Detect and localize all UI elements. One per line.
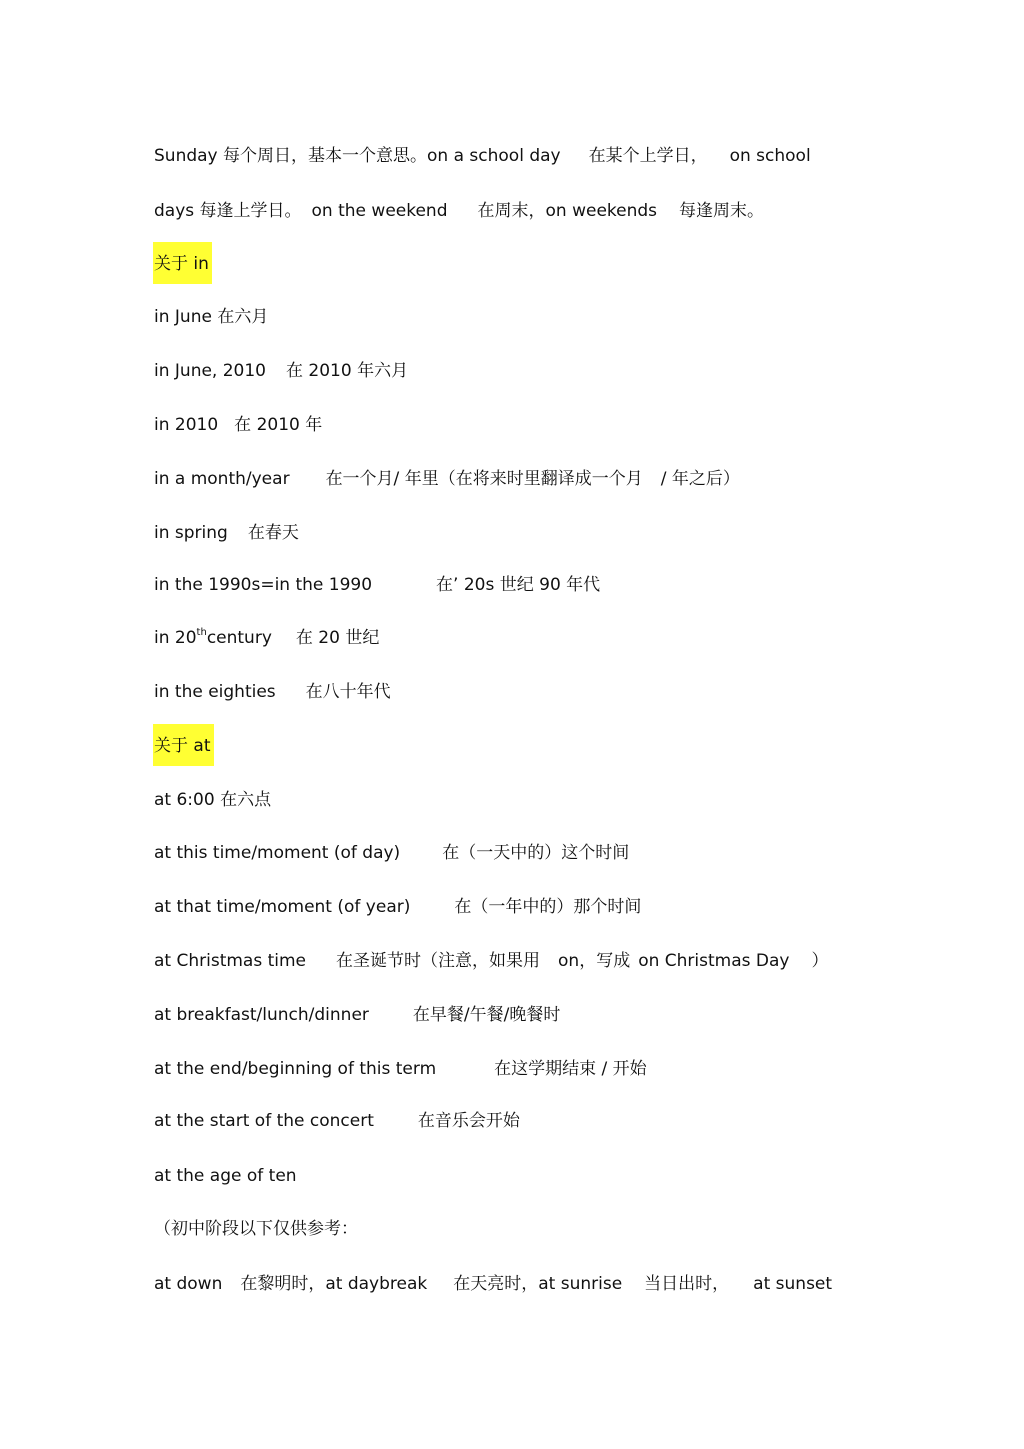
text-segment: 在八十年代: [305, 682, 391, 702]
text-segment: 在音乐会开始: [417, 1111, 520, 1131]
text-segment: at the age of ten: [154, 1166, 297, 1186]
text-line: [154, 573, 874, 597]
text-line: [154, 1057, 874, 1081]
text-segment: in June 在六月: [154, 307, 269, 327]
text-segment: 在圣诞节时（注意，如果用: [336, 951, 541, 971]
text-segment: at Christmas time: [154, 951, 307, 971]
text-segment: 在黎明时，at daybreak: [240, 1274, 428, 1294]
text-segment: 在天亮时，at sunrise: [453, 1274, 623, 1294]
text-line: [154, 680, 874, 704]
text-segment: Sunday 每个周日，基本一个意思。on a school day: [154, 146, 561, 166]
text-segment: 在早餐/午餐/晚餐时: [412, 1005, 561, 1025]
text-segment: at that time/moment (of year): [154, 897, 411, 917]
text-segment: 在一个月/ 年里（在将来时里翻译成一个月: [325, 469, 643, 489]
text-segment: 在某个上学日，: [588, 146, 708, 166]
text-segment: at 6:00 在六点: [154, 790, 272, 810]
text-segment: 在 2010 年: [234, 415, 323, 435]
text-line: [154, 841, 874, 865]
text-segment: 在（一年中的）那个时间: [454, 897, 642, 917]
highlighted-heading: 关于 at: [153, 724, 214, 766]
text-segment: in June, 2010: [154, 361, 266, 381]
text-segment: days 每逢上学日。: [154, 201, 302, 221]
text-line: [154, 1164, 874, 1188]
text-line: [154, 305, 874, 329]
text-line: [154, 1217, 874, 1241]
text-line: [154, 626, 874, 650]
text-line: [154, 359, 874, 383]
text-segment: / 年之后）: [660, 469, 740, 489]
text-segment: at sunset: [753, 1274, 833, 1294]
text-line: [154, 521, 874, 545]
text-segment: at the end/beginning of this term: [154, 1059, 437, 1079]
text-line: [154, 895, 874, 919]
text-segment: on，写成: [558, 951, 631, 971]
text-line: [154, 413, 874, 437]
text-segment: （初中阶段以下仅供参考：: [154, 1219, 358, 1239]
text-segment: at down: [154, 1274, 223, 1294]
text-segment: 在’ 20s 世纪 90 年代: [436, 575, 601, 595]
text-segment: 当日出时，: [644, 1274, 730, 1294]
section-heading-at: [154, 724, 874, 766]
text-segment: in 2010: [154, 415, 219, 435]
text-segment: 在 2010 年六月: [286, 361, 409, 381]
section-heading-in: [154, 242, 874, 284]
text-segment: in 20: [154, 628, 197, 648]
text-segment: in spring: [154, 523, 228, 543]
text-segment: 在 20 世纪: [295, 628, 380, 648]
text-segment: at this time/moment (of day): [154, 843, 401, 863]
highlighted-heading: 关于 in: [153, 242, 212, 284]
text-segment: in a month/year: [154, 469, 290, 489]
text-segment: 在周末，on weekends: [477, 201, 658, 221]
text-segment: in the eighties: [154, 682, 276, 702]
text-segment: at the start of the concert: [154, 1111, 374, 1131]
text-line: [154, 1003, 874, 1027]
text-segment: century: [206, 628, 272, 648]
text-segment: ）: [811, 951, 829, 971]
text-line: [154, 1109, 874, 1133]
text-line: [154, 199, 874, 223]
text-line: [154, 788, 874, 812]
text-segment: at breakfast/lunch/dinner: [154, 1005, 369, 1025]
text-segment: 在这学期结束 / 开始: [494, 1059, 647, 1079]
text-line: [154, 144, 874, 168]
text-segment: 每逢周末。: [679, 201, 765, 221]
superscript: th: [196, 627, 207, 638]
text-line: [154, 467, 874, 491]
text-line: [154, 949, 874, 973]
text-segment: 在（一天中的）这个时间: [442, 843, 630, 863]
text-segment: on the weekend: [311, 201, 448, 221]
text-line: [154, 1272, 874, 1296]
text-segment: on Christmas Day: [638, 951, 790, 971]
text-segment: on school: [729, 146, 811, 166]
text-segment: in the 1990s=in the 1990: [154, 575, 373, 595]
text-segment: 在春天: [247, 523, 299, 543]
